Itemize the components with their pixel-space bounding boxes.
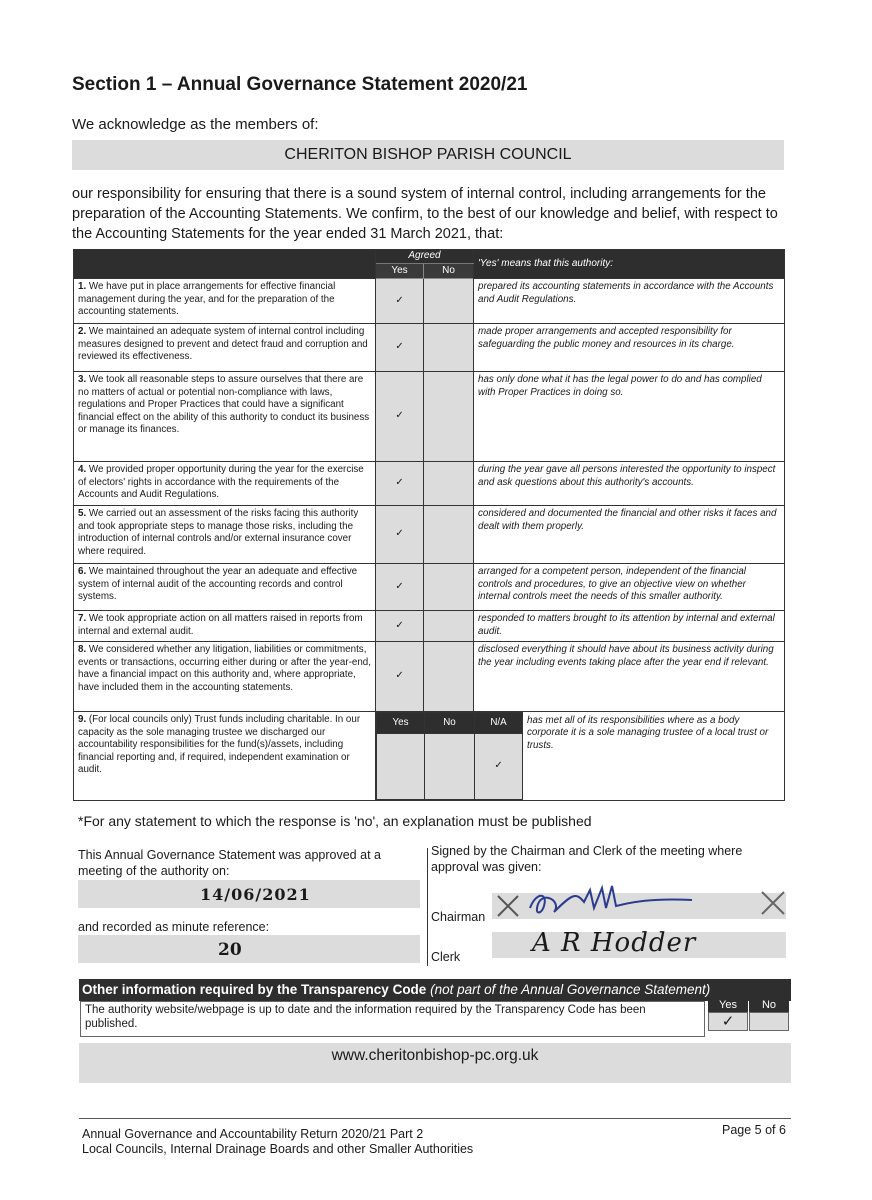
chairman-signature xyxy=(492,880,792,924)
statement-text: 8. We considered whether any litigation, liabilities or commitments, events or transactions, occurring either during or after the year-end, have a financial impact on this authority and, where appropriate, have included them in the accounting statements. xyxy=(74,642,376,712)
meeting-date: 14/06/2021 xyxy=(200,885,311,904)
footer-line-1: Annual Governance and Accountability Return 2020/21 Part 2 xyxy=(82,1127,424,1141)
signed-text: Signed by the Chairman and Clerk of the meeting where approval was given: xyxy=(431,844,743,874)
no-header: No xyxy=(424,263,474,279)
no-checkbox[interactable] xyxy=(425,734,475,800)
authority-name-box xyxy=(72,140,784,170)
clerk-signature: A R Hodder xyxy=(532,928,697,958)
minute-reference-box[interactable] xyxy=(78,935,420,963)
yes-checkbox[interactable]: ✓ xyxy=(376,372,424,462)
explanation-note: *For any statement to which the response is 'no', an explanation must be published xyxy=(78,813,592,829)
statement-row xyxy=(74,462,785,506)
statement-text: 5. We carried out an assessment of the risks facing this authority and took appropriate steps to manage those risks, including the introduction of internal controls and/or external insurance cover where required. xyxy=(74,506,376,564)
minute-reference-label: and recorded as minute reference: xyxy=(78,920,270,934)
yes-means-text: disclosed everything it should have about its business activity during the year including events taking place after the year end if relevant. xyxy=(474,642,785,712)
na-header: N/A xyxy=(475,713,523,734)
intro-paragraph: our responsibility for ensuring that there is a sound system of internal control, including arrangements for the preparation of the Accounting Statements. We confirm, to the best of our knowledge and belief, with respect to the Accounting Statements for the year ended 31 March 2021, that: xyxy=(72,186,778,242)
no-checkbox[interactable] xyxy=(424,642,474,712)
column-divider xyxy=(427,848,428,966)
statement-text: 2. We maintained an adequate system of internal control including measures designed to prevent and detect fraud and corruption and reviewed its effectiveness. xyxy=(74,324,376,372)
footer-text xyxy=(82,1127,473,1157)
yes-checkbox[interactable]: ✓ xyxy=(376,506,424,564)
no-checkbox[interactable] xyxy=(424,279,474,324)
transparency-yes-checkbox[interactable]: ✓ xyxy=(708,1012,748,1031)
header-blank xyxy=(74,250,376,279)
yes-checkbox[interactable]: ✓ xyxy=(376,279,424,324)
statement-row-9 xyxy=(74,712,785,801)
yes-checkbox[interactable] xyxy=(377,734,425,800)
yes-header: Yes xyxy=(376,263,424,279)
statement-row xyxy=(74,611,785,642)
statement-text: 7. We took appropriate action on all matters raised in reports from internal and external audit. xyxy=(74,611,376,642)
yes-checkbox[interactable]: ✓ xyxy=(376,564,424,611)
yes-checkbox[interactable]: ✓ xyxy=(376,642,424,712)
statement-row xyxy=(74,564,785,611)
no-checkbox[interactable] xyxy=(424,564,474,611)
website-address[interactable]: www.cheritonbishop-pc.org.uk xyxy=(331,1047,539,1064)
acknowledge-text: We acknowledge as the members of: xyxy=(72,116,319,133)
yes-checkbox[interactable]: ✓ xyxy=(376,611,424,642)
yes-means-text: has only done what it has the legal power to do and has complied with Proper Practices in doing so. xyxy=(474,372,785,462)
statement-row xyxy=(74,279,785,324)
no-checkbox[interactable] xyxy=(424,372,474,462)
no-checkbox[interactable] xyxy=(424,324,474,372)
statement-row xyxy=(74,642,785,712)
statement-text: 1. We have put in place arrangements for effective financial management during the year, and for the preparation of the accounting statements. xyxy=(74,279,376,324)
na-checkbox[interactable]: ✓ xyxy=(475,734,523,800)
yes-means-text: has met all of its responsibilities where as a body corporate it is a sole managing trustee of a local trust or trusts. xyxy=(523,713,785,800)
transparency-no-checkbox[interactable] xyxy=(749,1012,789,1031)
yes-header: Yes xyxy=(377,713,425,734)
yes-means-text: arranged for a competent person, independent of the financial controls and procedures, to give an objective view on whether internal controls meet the needs of this smaller authority. xyxy=(474,564,785,611)
footer-line-2: Local Councils, Internal Drainage Boards and other Smaller Authorities xyxy=(82,1142,474,1156)
footer-divider xyxy=(79,1118,791,1119)
yes-means-text: prepared its accounting statements in accordance with the Accounts and Audit Regulations. xyxy=(474,279,785,324)
table-header-row xyxy=(74,250,785,264)
yes-checkbox[interactable]: ✓ xyxy=(376,462,424,506)
approved-text: This Annual Governance Statement was approved at a meeting of the authority on: xyxy=(78,848,381,878)
clerk-label: Clerk xyxy=(431,950,461,964)
minute-reference: 20 xyxy=(218,940,242,960)
statement-text: 9. (For local councils only) Trust funds including charitable. In our capacity as the sole managing trustee we discharged our accountability responsibilities for the fund(s)/assets, including financial reporting and, if required, independent examination or audit. xyxy=(74,712,376,801)
transparency-title: Other information required by the Transparency Code xyxy=(82,982,427,997)
yes-means-header: 'Yes' means that this authority: xyxy=(474,250,785,279)
no-checkbox[interactable] xyxy=(424,506,474,564)
statement-text: 4. We provided proper opportunity during the year for the exercise of electors' rights in accordance with the requirements of the Accounts and Audit Regulations. xyxy=(74,462,376,506)
transparency-yes-header: Yes xyxy=(708,998,748,1012)
governance-table xyxy=(73,249,785,801)
yes-means-text: considered and documented the financial and other risks it faces and dealt with them properly. xyxy=(474,506,785,564)
yes-means-text: made proper arrangements and accepted responsibility for safeguarding the public money and resources in its charge. xyxy=(474,324,785,372)
statement-row xyxy=(74,506,785,564)
yes-means-text: during the year gave all persons interested the opportunity to inspect and ask questions about this authority's accounts. xyxy=(474,462,785,506)
section-title: Section 1 – Annual Governance Statement 2020/21 xyxy=(72,74,528,95)
authority-name: CHERITON BISHOP PARISH COUNCIL xyxy=(284,146,572,163)
transparency-text: The authority website/webpage is up to date and the information required by the Transparency Code has been published. xyxy=(80,1001,705,1037)
yes-means-text: responded to matters brought to its attention by internal and external audit. xyxy=(474,611,785,642)
no-checkbox[interactable] xyxy=(424,462,474,506)
no-header: No xyxy=(425,713,475,734)
yes-checkbox[interactable]: ✓ xyxy=(376,324,424,372)
agreed-header: Agreed xyxy=(376,250,474,264)
page-number: Page 5 of 6 xyxy=(722,1123,786,1137)
chairman-label: Chairman xyxy=(431,910,486,924)
transparency-no-header: No xyxy=(749,998,789,1012)
statement-text: 3. We took all reasonable steps to assure ourselves that there are no matters of actual or potential non-compliance with laws, regulations and Proper Practices that could have a significant financial effect on the ability of this authority to conduct its business or manage its finances. xyxy=(74,372,376,462)
transparency-header xyxy=(79,979,791,1001)
statement-row xyxy=(74,372,785,462)
transparency-subtitle: (not part of the Annual Governance Statement) xyxy=(430,982,711,997)
statement-row xyxy=(74,324,785,372)
statement-text: 6. We maintained throughout the year an adequate and effective system of internal audit of the accounting records and control systems. xyxy=(74,564,376,611)
no-checkbox[interactable] xyxy=(424,611,474,642)
